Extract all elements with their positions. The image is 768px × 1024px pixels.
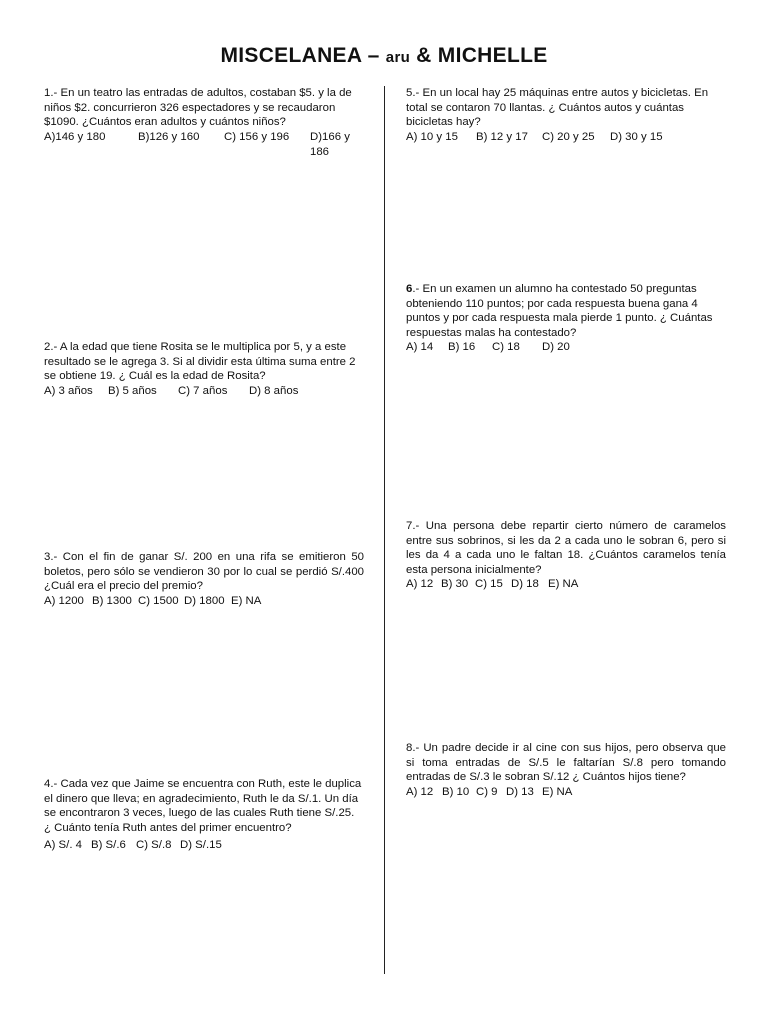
- problem-7-number: 7.-: [406, 520, 420, 532]
- problem-1-text: En un teatro las entradas de adultos, costaban $5. y la de niños $2. concurrieron 326 espectadores y se recaudaron $1090. ¿Cuántos eran adultos y cuántos niños?: [44, 87, 352, 129]
- problem-2-option-b: B) 5 años: [108, 384, 157, 397]
- problem-6: [406, 282, 726, 355]
- problem-1-option-a: A)146 y 180: [44, 130, 106, 143]
- problem-8-option-b: B) 10: [442, 785, 470, 798]
- problem-4-options: [44, 838, 364, 853]
- problem-4-number: 4.-: [44, 778, 58, 790]
- problem-2-statement: [44, 340, 364, 384]
- column-divider: [384, 86, 385, 974]
- problem-5-option-a: A) 10 y 15: [406, 130, 458, 143]
- problem-5: [406, 86, 726, 144]
- problem-2-options: [44, 384, 364, 399]
- problem-3: [44, 550, 364, 608]
- title-part-2: aru: [385, 49, 411, 66]
- problem-8-option-c: C) 9: [476, 785, 498, 798]
- problem-6-number: 6: [406, 283, 413, 295]
- problem-8-option-e: E) NA: [542, 785, 573, 798]
- problem-5-statement: [406, 86, 726, 130]
- problem-8: [406, 741, 726, 799]
- problem-1-number: 1.-: [44, 87, 58, 99]
- problem-1-option-d: D)166 y 186: [310, 131, 350, 158]
- problem-1-statement: [44, 86, 364, 130]
- problem-2-option-a: A) 3 años: [44, 384, 93, 397]
- problem-2-option-d: D) 8 años: [249, 384, 299, 397]
- problem-7-option-b: B) 30: [441, 578, 469, 591]
- problem-4-option-c: C) S/.8: [136, 839, 172, 852]
- problem-8-text: Un padre decide ir al cine con sus hijos, pero observa que si toma entradas de S/.5 le faltarían S/.8 pero tomando entradas de S/.3 le sobran S/.12 ¿ Cuántos hijos tiene?: [406, 742, 726, 784]
- problem-1-option-b: B)126 y 160: [138, 130, 200, 143]
- problem-3-option-a: A) 1200: [44, 594, 84, 607]
- problem-3-option-b: B) 1300: [92, 594, 132, 607]
- page-title: [0, 44, 768, 68]
- problem-6-option-a: A) 14: [406, 341, 434, 354]
- problem-6-option-d: D) 20: [542, 341, 570, 354]
- problem-4-option-a: A) S/. 4: [44, 839, 82, 852]
- title-part-3: & MICHELLE: [410, 44, 548, 67]
- problem-3-text: Con el fin de ganar S/. 200 en una rifa se emitieron 50 boletos, pero sólo se vendieron 30 por lo cual se perdió S/.400 ¿Cuál era el precio del premio?: [44, 551, 364, 593]
- problem-7-option-e: E) NA: [548, 578, 579, 591]
- problem-7-option-a: A) 12: [406, 578, 434, 591]
- problem-8-statement: [406, 741, 726, 785]
- problem-4-text: Cada vez que Jaime se encuentra con Ruth, este le duplica el dinero que lleva; en agradecimiento, Ruth le da S/.1. Un día se encontraron 3 veces, luego de las cuales Ruth tiene S/.25. ¿ Cuánto tenía Ruth antes del primer encuentro?: [44, 778, 362, 834]
- problem-5-option-b: B) 12 y 17: [476, 130, 528, 143]
- problem-3-option-d: D) 1800: [184, 594, 225, 607]
- problem-3-option-e: E) NA: [231, 594, 262, 607]
- problem-2: [44, 340, 364, 398]
- problem-4-statement: [44, 777, 364, 835]
- problem-8-options: [406, 785, 726, 800]
- problem-5-number: 5.-: [406, 87, 420, 99]
- problem-1: [44, 86, 364, 158]
- problem-7-text: Una persona debe repartir cierto número de caramelos entre sus sobrinos, si les da 2 a cada uno le sobran 6, pero si les da 4 a cada uno le faltan 18. ¿Cuántos caramelos tenía esta persona inicialmente?: [406, 520, 726, 576]
- problem-1-option-c: C) 156 y 196: [224, 130, 290, 143]
- problem-6-option-b: B) 16: [448, 341, 476, 354]
- problem-2-option-c: C) 7 años: [178, 384, 228, 397]
- problem-5-options: [406, 130, 726, 145]
- problem-7: [406, 519, 726, 592]
- problem-4-option-d: D) S/.15: [180, 839, 222, 852]
- problem-4: [44, 777, 364, 853]
- problem-5-option-d: D) 30 y 15: [610, 130, 663, 143]
- problem-2-text: A la edad que tiene Rosita se le multiplica por 5, y a este resultado se le agrega 3. Si al dividir esta última suma entre 2 se obtiene 19. ¿ Cuál es la edad de Rosita?: [44, 341, 356, 383]
- problem-3-statement: [44, 550, 364, 594]
- problem-5-option-c: C) 20 y 25: [542, 130, 595, 143]
- problem-8-number: 8.-: [406, 742, 420, 754]
- problem-8-option-d: D) 13: [506, 785, 534, 798]
- problem-8-option-a: A) 12: [406, 785, 434, 798]
- problem-6-text: .- En un examen un alumno ha contestado 50 preguntas obteniendo 110 puntos; por cada respuesta buena gana 4 puntos y por cada respuesta mala pierde 1 punto. ¿ Cuántas respuestas malas ha contestado?: [406, 283, 713, 339]
- problem-2-number: 2.-: [44, 341, 58, 353]
- problem-7-options: [406, 577, 726, 592]
- problem-6-statement: [406, 282, 726, 340]
- problem-5-text: En un local hay 25 máquinas entre autos y bicicletas. En total se contaron 70 llantas. ¿ Cuántos autos y cuántas bicicletas hay?: [406, 87, 709, 129]
- problem-3-option-c: C) 1500: [138, 594, 179, 607]
- problem-3-number: 3.-: [44, 551, 58, 563]
- problem-7-option-d: D) 18: [511, 578, 539, 591]
- problem-3-options: [44, 594, 364, 609]
- problem-7-statement: [406, 519, 726, 577]
- problem-7-option-c: C) 15: [475, 578, 503, 591]
- problem-4-option-b: B) S/.6: [91, 839, 126, 852]
- problem-6-option-c: C) 18: [492, 341, 520, 354]
- title-part-1: MISCELANEA –: [220, 44, 386, 67]
- problem-6-options: [406, 340, 726, 355]
